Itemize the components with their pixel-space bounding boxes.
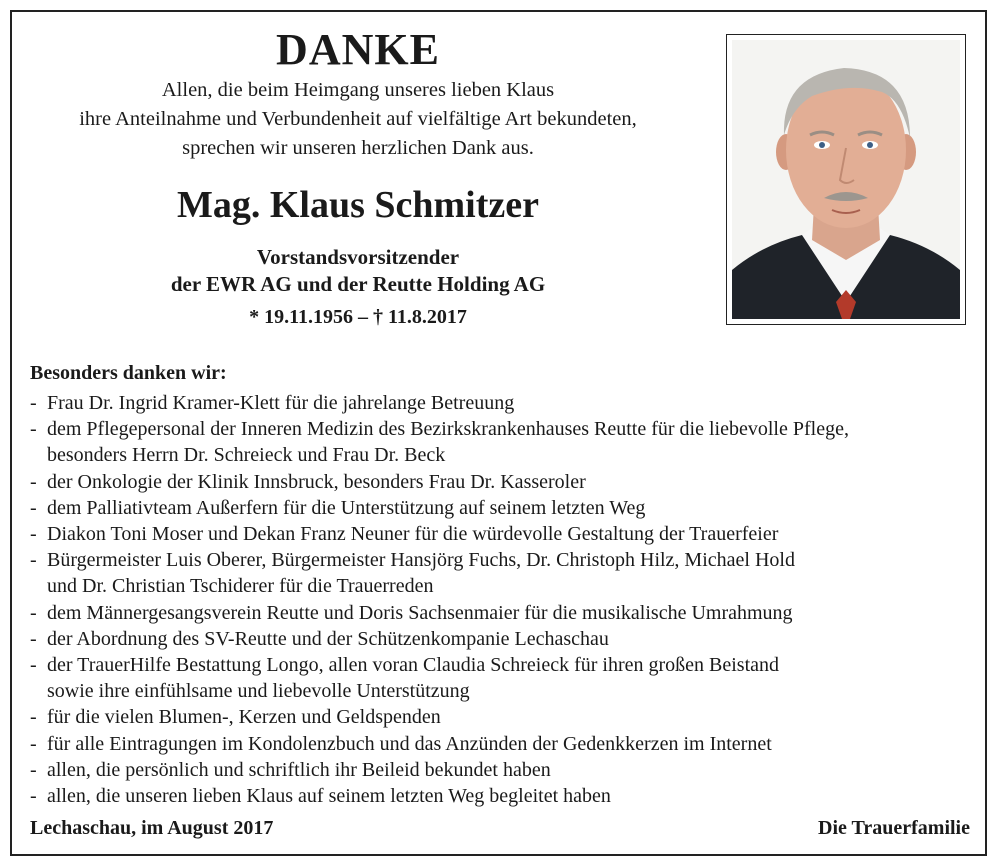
list-item — [30, 783, 980, 809]
list-item-text: - der Abordnung des SV-Reutte und der Schützenkompanie Lechaschau — [47, 627, 609, 650]
list-item — [30, 600, 980, 626]
deceased-name: Mag. Klaus Schmitzer — [176, 184, 539, 226]
list-item-text: und Dr. Christian Tschiderer für die Trauerreden — [47, 575, 434, 598]
notice-heading: DANKE — [276, 25, 440, 74]
list-item-text: - dem Männergesangsverein Reutte und Doris Sachsenmaier für die musikalische Umrahmung — [47, 601, 793, 624]
list-item-text: - allen, die unseren lieben Klaus auf seinem letzten Weg begleitet haben — [47, 785, 611, 808]
list-item-text: - dem Palliativteam Außerfern für die Unterstützung auf seinem letzten Weg — [47, 496, 646, 519]
list-item — [30, 757, 980, 783]
thanks-title: Besonders danken wir: — [30, 362, 227, 384]
list-item-text: - Bürgermeister Luis Oberer, Bürgermeister Hansjörg Fuchs, Dr. Christoph Hilz, Michael Hold — [47, 549, 795, 572]
intro-line: sprechen wir unseren herzlichen Dank aus. — [182, 137, 534, 159]
position-line: der EWR AG und der Reutte Holding AG — [170, 272, 546, 296]
intro-line: Allen, die beim Heimgang unseres lieben Klaus — [161, 79, 555, 101]
list-item-text: - allen, die persönlich und schriftlich ihr Beileid bekundet haben — [47, 758, 551, 781]
list-item — [30, 390, 980, 416]
place-date: Lechaschau, im August 2017 — [30, 817, 274, 839]
list-item — [30, 626, 980, 652]
list-item — [30, 731, 980, 757]
signature: Die Trauerfamilie — [818, 817, 970, 839]
list-item — [30, 652, 980, 704]
thanks-list — [30, 390, 980, 809]
list-item-text: sowie ihre einfühlsame und liebevolle Unterstützung — [47, 680, 470, 703]
portrait-photo — [726, 34, 966, 325]
list-item-text: - der Onkologie der Klinik Innsbruck, besonders Frau Dr. Kasseroler — [47, 470, 586, 493]
list-item — [30, 495, 980, 521]
list-item-text: besonders Herrn Dr. Schreieck und Frau Dr. Beck — [47, 444, 446, 467]
list-item — [30, 416, 980, 468]
position-line: Vorstandsvorsitzender — [256, 245, 460, 269]
list-item-text: - für alle Eintragungen im Kondolenzbuch und das Anzünden der Gedenkkerzen im Internet — [47, 732, 772, 755]
portrait-image — [732, 40, 960, 319]
list-item — [30, 547, 980, 599]
list-item-text: - Frau Dr. Ingrid Kramer-Klett für die jahrelange Betreuung — [47, 392, 515, 414]
list-item-text: - dem Pflegepersonal der Inneren Medizin des Bezirkskrankenhauses Reutte für die liebevolle Pflege, — [47, 418, 849, 441]
intro-text — [8, 76, 708, 163]
list-item — [30, 469, 980, 495]
list-item-text: - der TrauerHilfe Bestattung Longo, allen voran Claudia Schreieck für ihren großen Beistand — [47, 654, 780, 677]
deceased-position — [8, 244, 708, 298]
list-item — [30, 704, 980, 730]
life-dates: * 19.11.1956 – † 11.8.2017 — [249, 306, 467, 328]
list-item — [30, 521, 980, 547]
intro-line: ihre Anteilnahme und Verbundenheit auf vielfältige Art bekundeten, — [79, 108, 637, 130]
list-item-text: - Diakon Toni Moser und Dekan Franz Neuner für die würdevolle Gestaltung der Trauerfeier — [47, 523, 779, 546]
list-item-text: - für die vielen Blumen-, Kerzen und Geldspenden — [47, 706, 441, 729]
